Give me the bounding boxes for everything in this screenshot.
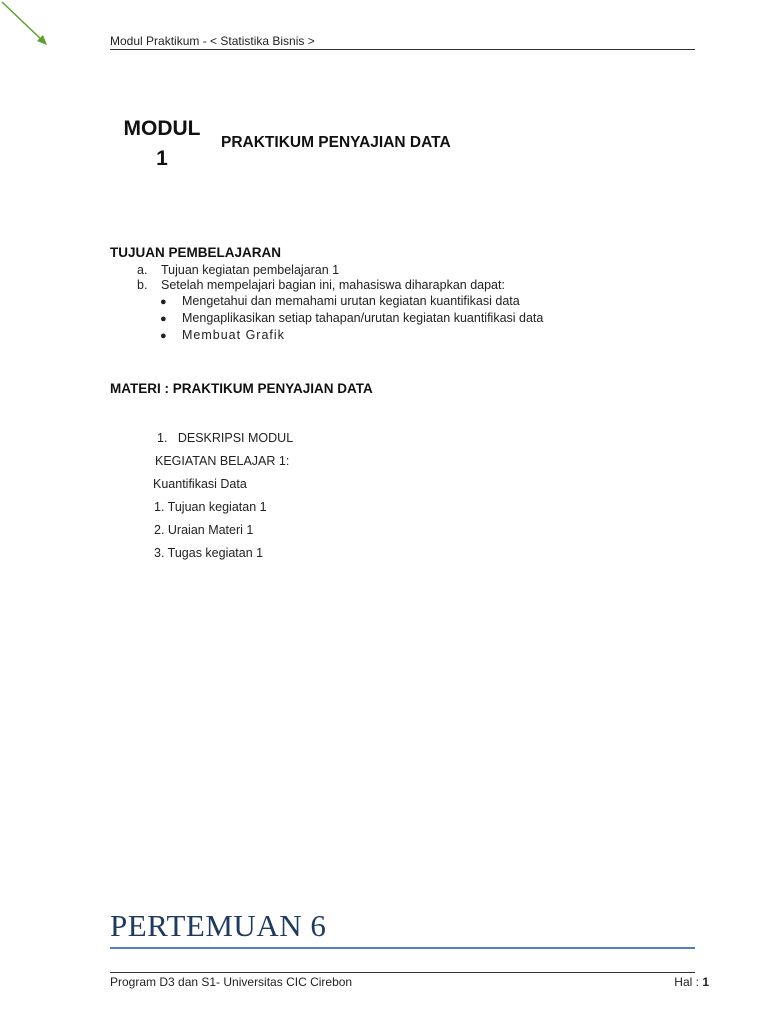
list-item: 2. Uraian Materi 1: [154, 523, 254, 537]
diagonal-arrow-icon: [0, 0, 52, 50]
list-marker: b.: [137, 278, 148, 292]
modul-number: 1: [156, 147, 168, 170]
bullet-item-text: Mengaplikasikan setiap tahapan/urutan kegiatan kuantifikasi data: [182, 311, 544, 325]
bullet-item: [160, 294, 520, 308]
bullet-item: [160, 328, 285, 342]
footer-divider: [110, 972, 695, 973]
list-item: [137, 278, 505, 292]
list-item: 1. Tujuan kegiatan 1: [154, 500, 267, 514]
tujuan-heading: TUJUAN PEMBELAJARAN: [110, 245, 282, 260]
list-marker: a.: [137, 263, 148, 277]
document-title: PRAKTIKUM PENYAJIAN DATA: [221, 134, 451, 151]
bullet-item: [160, 311, 543, 325]
bullet-icon: ●: [160, 330, 167, 342]
materi-heading: MATERI : PRAKTIKUM PENYAJIAN DATA: [110, 381, 373, 396]
list-item: [137, 263, 339, 277]
page-number: [674, 975, 709, 989]
header-divider: [110, 49, 695, 50]
list-item-text: Tujuan kegiatan pembelajaran 1: [161, 263, 340, 277]
page-number-value: 1: [702, 975, 709, 989]
bullet-icon: ●: [160, 313, 167, 325]
bullet-item-text: Mengetahui dan memahami urutan kegiatan kuantifikasi data: [182, 294, 520, 308]
kegiatan-belajar: KEGIATAN BELAJAR 1:: [155, 454, 290, 468]
pertemuan-title: PERTEMUAN 6: [110, 908, 327, 943]
bullet-icon: ●: [160, 296, 167, 308]
list-item-text: Setelah mempelajari bagian ini, mahasiswa diharapkan dapat:: [161, 278, 505, 292]
footer-institution: Program D3 dan S1- Universitas CIC Cirebon: [110, 975, 353, 989]
topic-label: Kuantifikasi Data: [153, 477, 247, 491]
running-header: Modul Praktikum - < Statistika Bisnis >: [110, 34, 315, 48]
page-label: Hal :: [674, 975, 703, 989]
deskripsi-modul: 1. DESKRIPSI MODUL: [157, 431, 294, 445]
bullet-item-text: Membuat Grafik: [182, 328, 285, 342]
pertemuan-divider: [110, 947, 695, 949]
modul-label: MODUL: [123, 117, 201, 140]
list-item: 3. Tugas kegiatan 1: [154, 546, 264, 560]
